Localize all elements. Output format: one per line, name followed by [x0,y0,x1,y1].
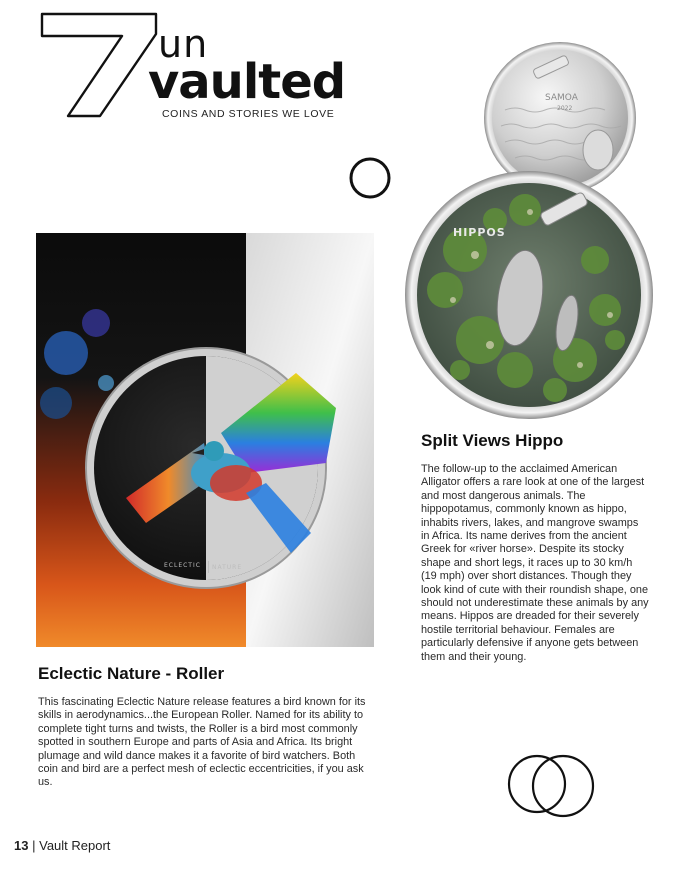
roller-article-title: Eclectic Nature - Roller [38,664,225,683]
decorative-ring-icon [347,155,393,201]
coin-right-text: NATURE [212,564,243,571]
page-footer [14,838,110,853]
coin-left-text: ECLECTIC [164,562,201,569]
hippo-coin-image [405,40,667,440]
logo-word-vaulted: vaulted [148,54,346,110]
roller-coin-image [36,233,374,647]
coin-title-text: HIPPOS [453,226,506,239]
decorative-double-ring-icon [505,748,595,822]
magazine-logo [38,8,348,120]
page-number: 13 [14,838,29,853]
coin-year-text: 2022 [557,105,573,112]
logo-tagline: COINS AND STORIES WE LOVE [162,108,335,120]
footer-separator: | [32,838,36,853]
logo-word-un: un [158,22,209,66]
hippo-article-title: Split Views Hippo [421,431,564,450]
coin-issuer-text: SAMOA [545,93,578,103]
roller-article-body: This fascinating Eclectic Nature release features a bird known for its skills in aerodynamics...the European Roller. Named for its ability to complete tight turns and twists, the Roller is a bird most commonly spotted in southern Europe and parts of Asia and Africa. Its bright plumage and wild dance makes it a favorite of bird watchers. Both coin and bird are a perfect mesh of eclectic eccentricities, if you ask us. [38,696,366,789]
publication-name: Vault Report [39,838,111,853]
hippo-article-body: The follow-up to the acclaimed American Alligator offers a rare look at one of the largest and most dangerous animals. The hippopotamus, commonly known as hippo, inhabits rivers, lakes, and mangrove swamps in Africa. Its name derives from the ancient Greek for «river horse». Despite its stocky shape and short legs, it races up to 30 km/h (19 mph) over short distances. Though they look kind of cute with their roundish shape, one should not underestimate these animals by any means. Hippos are dreaded for their severely hostile territorial behaviour. Females are particularly defensive if anyone gets between them and their young. [421,463,649,663]
